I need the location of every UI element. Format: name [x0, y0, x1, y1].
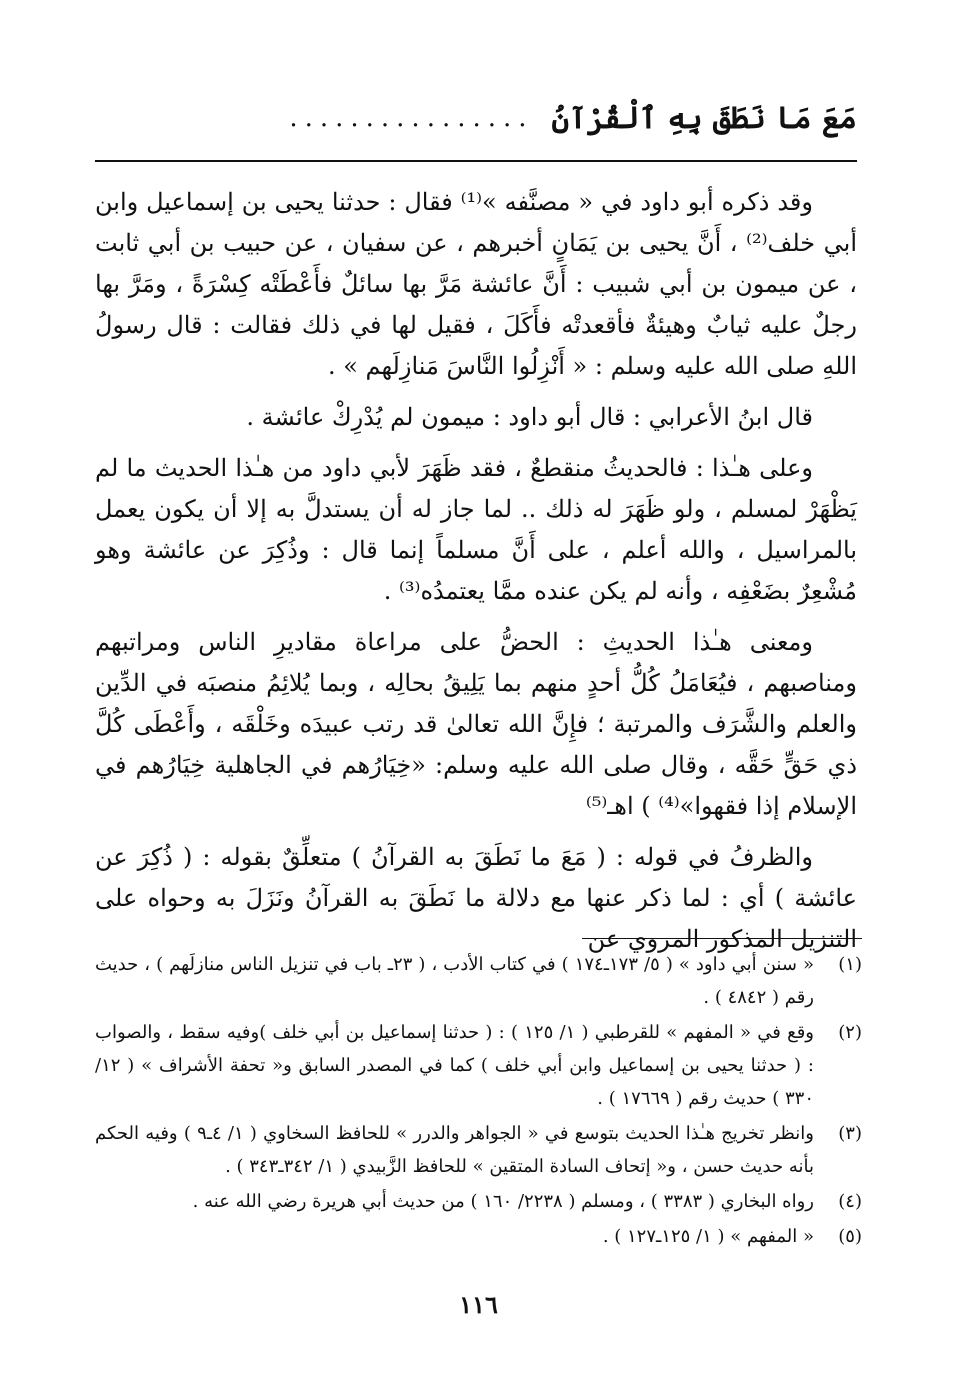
footnote-number: (١): [838, 954, 862, 975]
footnote: [95, 1185, 862, 1218]
footnote-text: « المفهم » ( ١/ ١٢٥ـ١٢٧ ) .: [602, 1226, 814, 1247]
paragraph: ومعنى هـٰذا الحديثِ : الحضُّ على مراعاة مقاديرِ الناس ومراتبهم ومناصبهم ، فيُعَامَلُ كُلُّ أحدٍ منهم بما يَلِيقُ بحالِه ، وبما يُلائِمُ منصبَه في الدِّين والعلم والشَّرَف والمرتبة ؛ فإِنَّ الله تعالىٰ قد رتب عبيدَه وخَلْقَه ، وأَعْطَى كُلَّ ذي حَقٍّ حَقَّه ، وقال صلى الله عليه وسلم: «خِيَارُهم في الجاهلية خِيَارُهم في الإسلام إذا فقهوا»⁽⁴⁾ ) اهـ⁽⁵⁾: [95, 628, 857, 820]
footnote-number: (٤): [838, 1191, 862, 1212]
page-number: ١١٦: [459, 1290, 498, 1319]
footnote-text: رواه البخاري ( ٣٣٨٣ ) ، ومسلم ( ٢٢٣٨/ ١٦٠ ) من حديث أبي هريرة رضي الله عنه .: [192, 1191, 814, 1212]
footnote: [95, 1117, 862, 1183]
footnote-separator: [582, 938, 862, 939]
header-title: مَعَ مَا نَطَقَ بِهِ ٱلْقُرْآنُ: [551, 100, 857, 136]
main-text: [95, 182, 857, 953]
paragraph: قال ابنُ الأعرابي : قال أبو داود : ميمون لم يُدْرِكْ عائشة .: [246, 403, 813, 431]
footnote-number: (٣): [838, 1123, 862, 1144]
footnotes: [95, 948, 862, 1255]
header-dots: ................: [289, 103, 534, 133]
footnote-number: (٥): [838, 1226, 862, 1247]
paragraph: وعلى هـٰذا : فالحديثُ منقطعٌ ، فقد ظَهَرَ لأبي داود من هـٰذا الحديث ما لم يَظْهَرْ لمسلم ، ولو ظَهَرَ له ذلك .. لما جاز له أن يستدلَّ به إلا أن يكون يعمل بالمراسيل ، والله أعلم ، على أَنَّ مسلماً إنما قال : وذُكِرَ عن عائشة وهو مُشْعِرٌ بضَعْفِه ، وأنه لم يكن عنده ممَّا يعتمدُه⁽³⁾ .: [95, 454, 857, 605]
footnote-text: وقع في « المفهم » للقرطبي ( ١/ ١٢٥ ) : ( حدثنا إسماعيل بن أبي خلف )وفيه سقط ، والصواب : ( حدثنا يحيى بن إسماعيل وابن أبي خلف ) كما في المصدر السابق و« تحفة الأشراف » ( ١٢/ ٣٣٠ ) حديث رقم ( ١٧٦٦٩ ) .: [95, 1022, 814, 1109]
footnote-text: وانظر تخريج هـٰذا الحديث بتوسع في « الجواهر والدرر » للحافظ السخاوي ( ١/ ٤ـ٩ ) وفيه الحكم بأنه حديث حسن ، و« إتحاف السادة المتقين » للحافظ الزَّبيدي ( ١/ ٣٤٢ـ٣٤٣ ) .: [95, 1123, 814, 1177]
footnote-number: (٢): [838, 1022, 862, 1043]
paragraph: والظرفُ في قوله : ( مَعَ ما نَطَقَ به القرآنُ ) متعلِّقٌ بقوله : ( ذُكِرَ عن عائشة ) أي : لما ذكر عنها مع دلالة ما نَطَقَ به القرآنُ ونَزَلَ به وحواه على التنزيل المذكور المروي عن: [95, 843, 857, 953]
footnote-text: « سنن أبي داود » ( ٥/ ١٧٣ـ١٧٤ ) في كتاب الأدب ، ( ٢٣ـ باب في تنزيل الناس منازلَهم ) ، حديث رقم ( ٤٨٤٢ ) .: [95, 954, 814, 1008]
paragraph: وقد ذكره أبو داود في « مصنَّفه »⁽¹⁾ فقال : حدثنا يحيى بن إسماعيل وابن أبي خلف⁽²⁾ ، أَنَّ يحيى بن يَمَانٍ أخبرهم ، عن سفيان ، عن حبيب بن أبي ثابت ، عن ميمون بن أبي شبيب : أَنَّ عائشة مَرَّ بها سائلٌ فأَعْطَتْه كِسْرَةً ، ومَرَّ بها رجلٌ عليه ثيابٌ وهيئةٌ فأقعدتْه فأَكَلَ ، فقيل لها في ذلك فقالت : قال رسولُ اللهِ صلى الله عليه وسلم : « أَنْزِلُوا النَّاسَ مَنازِلَهم » .: [95, 188, 857, 380]
footnote: [95, 1220, 862, 1253]
footnote: [95, 1016, 862, 1115]
header-rule: [95, 160, 857, 162]
footnote: [95, 948, 862, 1014]
running-header: [95, 88, 857, 148]
